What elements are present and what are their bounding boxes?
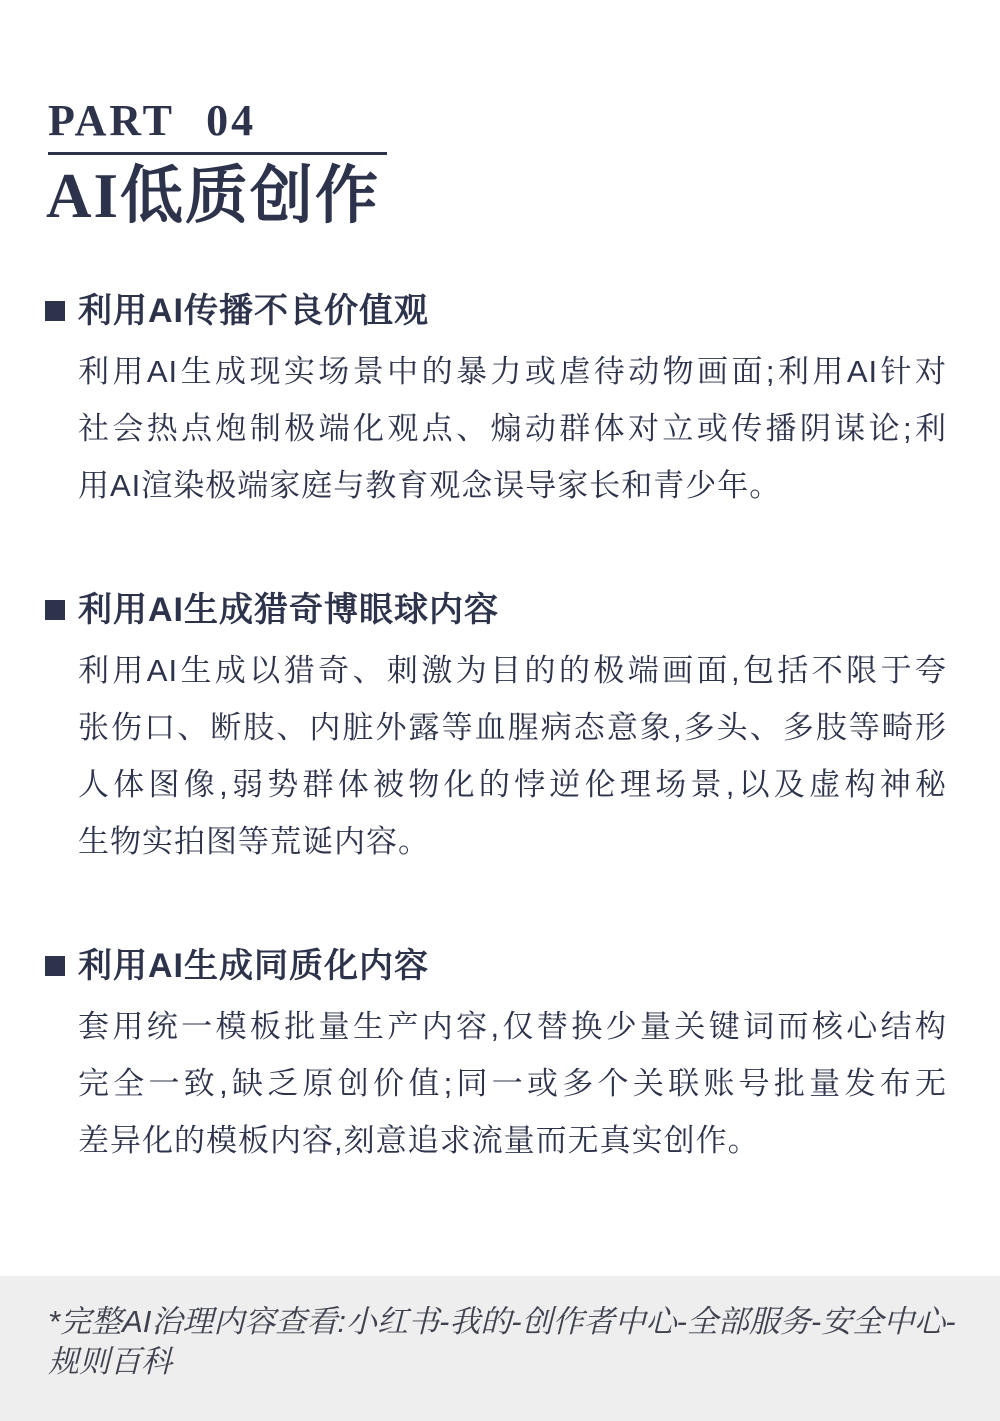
paragraph-line: 人体图像,弱势群体被物化的悖逆伦理场景,以及虚构神秘: [78, 767, 947, 803]
page-title: AI低质创作: [46, 161, 381, 232]
square-bullet-icon: [45, 600, 65, 620]
section-bad-values: [0, 291, 1000, 514]
paragraph-line: 完全一致,缺乏原创价值;同一或多个关联账号批量发布无: [78, 1066, 947, 1102]
paragraph-line: 利用AI生成现实场景中的暴力或虐待动物画面;利用AI针对: [78, 354, 947, 390]
footer-band: [0, 1276, 1000, 1421]
section-body: [78, 998, 947, 1169]
section-homogenized-content: [0, 946, 1000, 1169]
paragraph-line: 生物实拍图等荒诞内容。: [78, 824, 430, 860]
paragraph-line: 张伤口、断肢、内脏外露等血腥病态意象,多头、多肢等畸形: [78, 710, 947, 746]
section-title: 利用AI传播不良价值观: [78, 292, 429, 331]
section-title: 利用AI生成猎奇博眼球内容: [78, 591, 499, 630]
footer-note: *完整AI治理内容查看:小红书-我的-创作者中心-全部服务-安全中心-规则百科: [48, 1304, 956, 1380]
section-shock-content: [0, 590, 1000, 870]
section-heading: [45, 946, 1000, 986]
square-bullet-icon: [45, 956, 65, 976]
section-body: [78, 642, 947, 870]
part-label: PART 04: [48, 96, 257, 145]
paragraph-line: 利用AI生成以猎奇、刺激为目的的极端画面,包括不限于夸: [78, 653, 947, 689]
sections-container: [0, 291, 1000, 1169]
paragraph-line: 套用统一模板批量生产内容,仅替换少量关键词而核心结构: [78, 1009, 947, 1045]
section-heading: [45, 590, 1000, 630]
paragraph-line: 差异化的模板内容,刻意追求流量而无真实创作。: [78, 1123, 760, 1159]
square-bullet-icon: [45, 301, 65, 321]
section-body: [78, 343, 947, 514]
paragraph-line: 用AI渲染极端家庭与教育观念误导家长和青少年。: [78, 468, 782, 504]
section-title: 利用AI生成同质化内容: [78, 947, 429, 986]
section-heading: [45, 291, 1000, 331]
paragraph-line: 社会热点炮制极端化观点、煽动群体对立或传播阴谋论;利: [78, 411, 947, 447]
title-underline: [48, 152, 387, 155]
